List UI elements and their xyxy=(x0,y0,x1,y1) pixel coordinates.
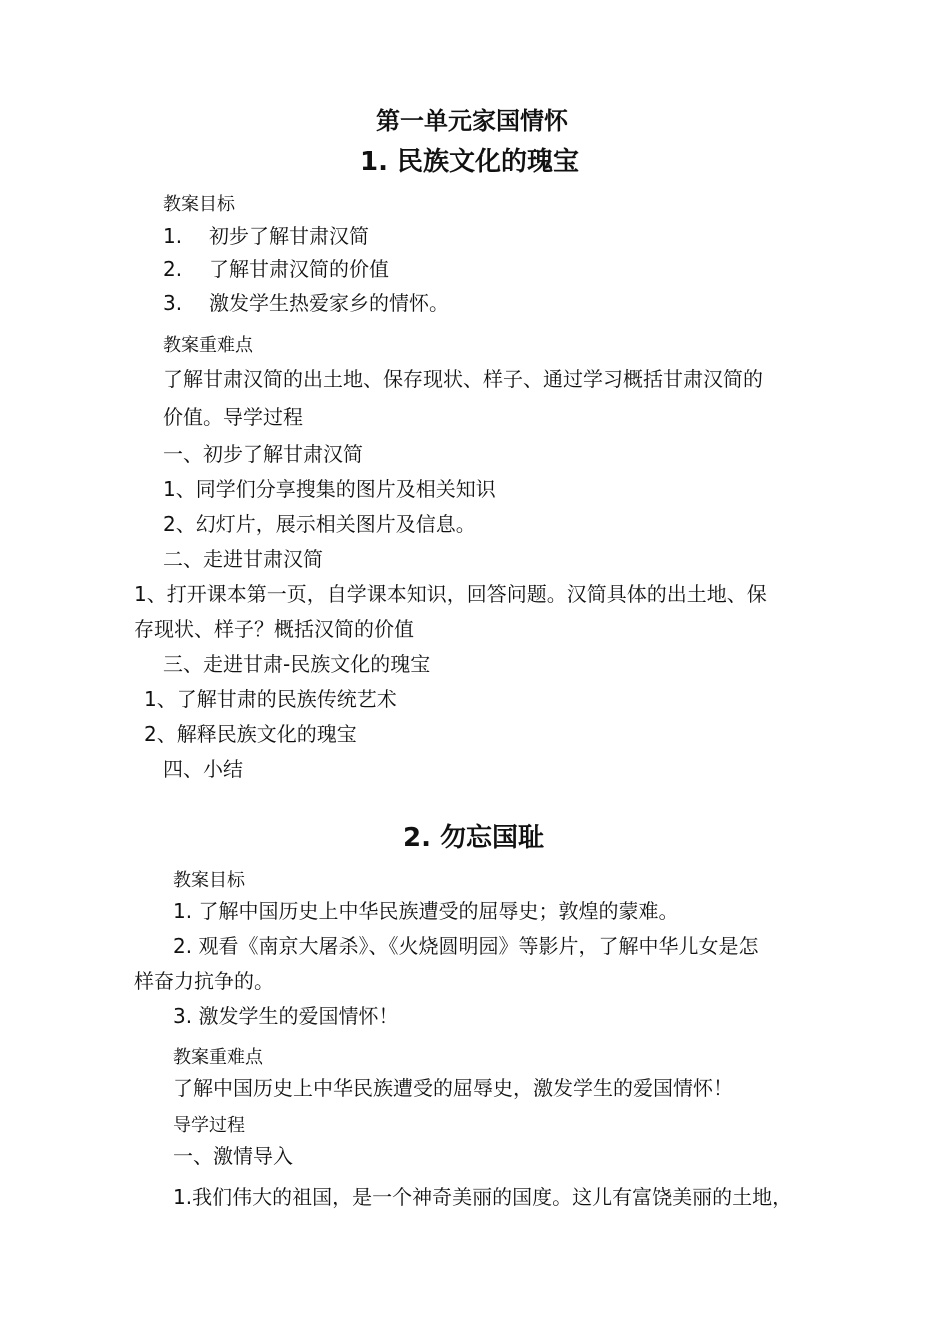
lesson1-key-text: 价值。导学过程 xyxy=(163,405,303,429)
lesson2-key-text: 了解中国历史上中华民族遭受的屈辱史，激发学生的爱国情怀！ xyxy=(173,1076,733,1100)
lesson2-title: 2. 勿忘国耻 xyxy=(403,823,545,853)
lesson1-process-line: 二、走进甘肃汉简 xyxy=(163,547,323,571)
goal-text: 了解甘肃汉简的价值 xyxy=(209,257,389,281)
lesson2-goal-line: 3. 激发学生的爱国情怀！ xyxy=(173,1004,399,1028)
goal-number: 1. xyxy=(163,224,183,248)
lesson1-title: 1. 民族文化的瑰宝 xyxy=(360,147,580,177)
goal-number: 2. xyxy=(163,257,183,281)
lesson1-goal-item xyxy=(163,259,389,279)
lesson1-process-line: 四、小结 xyxy=(163,757,243,781)
lesson1-goals-label: 教案目标 xyxy=(163,194,235,215)
lesson2-goal-line: 2. 观看《南京大屠杀》、《火烧圆明园》等影片，了解中华儿女是怎 xyxy=(173,934,759,958)
lesson1-key-text: 了解甘肃汉简的出土地、保存现状、样子、通过学习概括甘肃汉简的 xyxy=(163,367,763,391)
lesson1-process-line: 1、打开课本第一页，自学课本知识，回答问题。汉简具体的出土地、保 xyxy=(134,582,767,606)
lesson2-key-label: 教案重难点 xyxy=(173,1047,263,1068)
lesson2-goal-line: 样奋力抗争的。 xyxy=(134,969,274,993)
goal-text: 激发学生热爱家乡的情怀。 xyxy=(209,291,449,315)
lesson2-goals-label: 教案目标 xyxy=(173,870,245,891)
lesson1-process-line: 一、初步了解甘肃汉简 xyxy=(163,442,363,466)
lesson1-process-line: 三、走进甘肃-民族文化的瑰宝 xyxy=(163,652,431,676)
lesson2-goal-line: 1. 了解中国历史上中华民族遭受的屈辱史；敦煌的蒙难。 xyxy=(173,899,679,923)
lesson2-process-line: 一、激情导入 xyxy=(173,1144,293,1168)
lesson2-process-line: 1.我们伟大的祖国，是一个神奇美丽的国度。这儿有富饶美丽的土地， xyxy=(173,1185,793,1209)
goal-number: 3. xyxy=(163,291,183,315)
lesson1-key-label: 教案重难点 xyxy=(163,335,253,356)
lesson1-process-line: 2、幻灯片，展示相关图片及信息。 xyxy=(163,512,476,536)
lesson1-process-line: 存现状、样子？概括汉简的价值 xyxy=(134,617,414,641)
unit-title: 第一单元家国情怀 xyxy=(376,107,568,135)
lesson1-goal-item xyxy=(163,293,449,313)
lesson1-process-line: 1、同学们分享搜集的图片及相关知识 xyxy=(163,477,496,501)
lesson1-process-line: 1、了解甘肃的民族传统艺术 xyxy=(144,687,397,711)
lesson1-goal-item xyxy=(163,226,369,246)
lesson1-process-line: 2、解释民族文化的瑰宝 xyxy=(144,722,357,746)
lesson2-process-label: 导学过程 xyxy=(173,1115,245,1136)
goal-text: 初步了解甘肃汉简 xyxy=(209,224,369,248)
